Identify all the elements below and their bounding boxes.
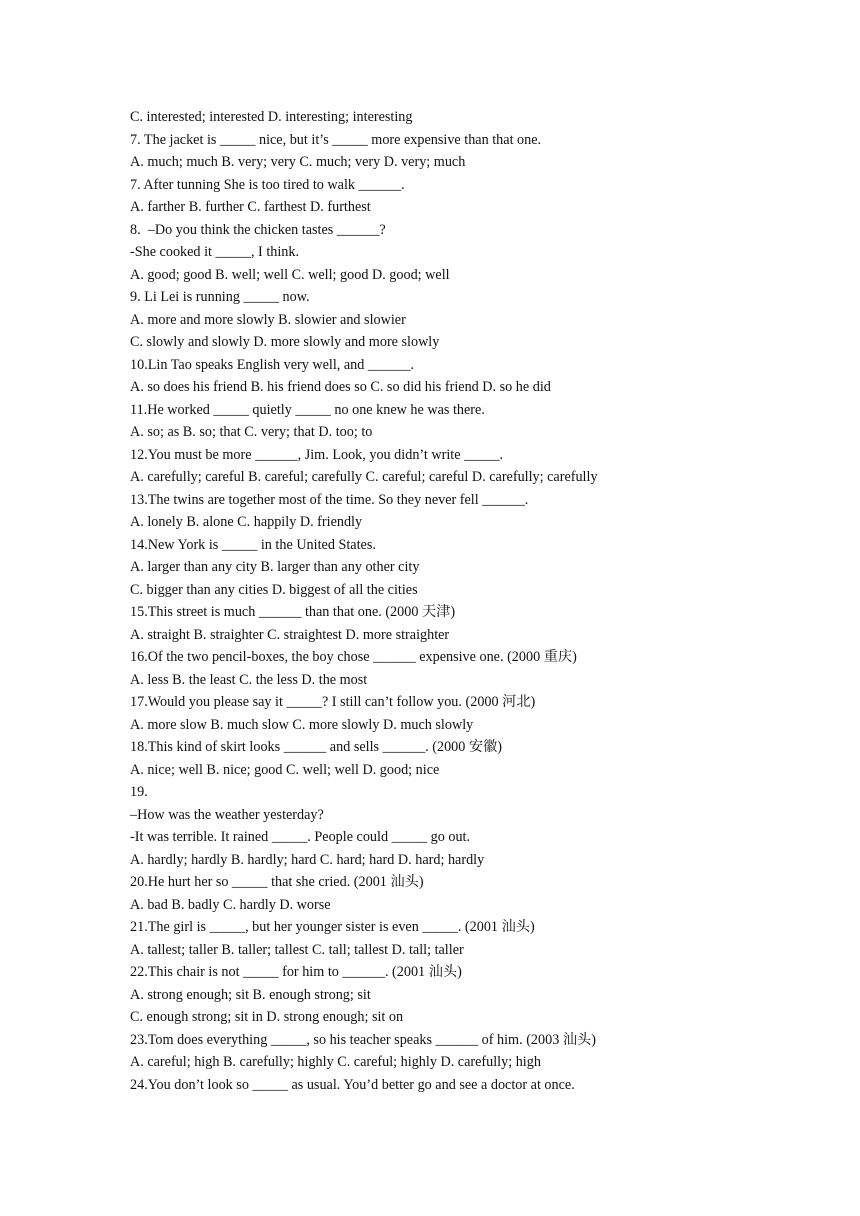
text-line: 16.Of the two pencil-boxes, the boy chose ______ expensive one. (2000 重庆) [130, 649, 577, 665]
text-line: 14.New York is _____ in the United States. [130, 536, 376, 553]
text-line: 15.This street is much ______ than that one. (2000 天津) [130, 604, 456, 620]
text-line: A. much; much B. very; very C. much; very D. very; much [130, 154, 466, 170]
text-line: A. tallest; taller B. taller; tallest C. tall; tallest D. tall; taller [130, 941, 464, 958]
text-line: –How was the weather yesterday? [130, 806, 324, 823]
text-line: A. so; as B. so; that C. very; that D. too; to [130, 424, 373, 440]
text-line: 9. Li Lei is running _____ now. [130, 289, 310, 305]
text-line: 22.This chair is not _____ for him to ______. (2001 汕头) [130, 964, 462, 980]
text-line: A. strong enough; sit B. enough strong; sit [130, 986, 371, 1003]
text-line: 20.He hurt her so _____ that she cried. (2001 汕头) [130, 874, 424, 890]
text-line: A. hardly; hardly B. hardly; hard C. hard; hard D. hard; hardly [130, 851, 485, 868]
text-line: A. bad B. badly C. hardly D. worse [130, 896, 331, 913]
text-line: C. interested; interested D. interesting; interesting [130, 109, 413, 125]
text-line: 19. [130, 784, 148, 800]
text-line: 8. –Do you think the chicken tastes ______? [130, 221, 386, 238]
text-line: A. careful; high B. carefully; highly C. careful; highly D. carefully; high [130, 1054, 541, 1070]
text-line: A. larger than any city B. larger than any other city [130, 559, 420, 575]
text-line: A. so does his friend B. his friend does so C. so did his friend D. so he did [130, 379, 551, 395]
text-line: 17.Would you please say it _____? I still can’t follow you. (2000 河北) [130, 694, 536, 710]
text-line: 21.The girl is _____, but her younger sister is even _____. (2001 汕头) [130, 919, 535, 935]
text-line: C. enough strong; sit in D. strong enough; sit on [130, 1009, 404, 1025]
text-line: 11.He worked _____ quietly _____ no one knew he was there. [130, 401, 485, 418]
text-line: A. nice; well B. nice; good C. well; well D. good; nice [130, 761, 440, 778]
text-line: 10.Lin Tao speaks English very well, and ______. [130, 356, 415, 373]
text-line: A. lonely B. alone C. happily D. friendly [130, 514, 363, 530]
text-line: -It was terrible. It rained _____. People could _____ go out. [130, 829, 471, 845]
text-line: A. carefully; careful B. careful; carefully C. careful; careful D. carefully; carefully [130, 469, 598, 485]
text-line: 24.You don’t look so _____ as usual. You’d better go and see a doctor at once. [130, 1076, 575, 1093]
text-line: 23.Tom does everything _____, so his teacher speaks ______ of him. (2003 汕头) [130, 1031, 596, 1048]
text-line: 7. After tunning She is too tired to walk ______. [130, 176, 405, 193]
document-page [130, 106, 830, 1096]
text-line: 7. The jacket is _____ nice, but it’s _____ more expensive than that one. [130, 131, 542, 148]
text-line: A. straight B. straighter C. straightest D. more straighter [130, 626, 450, 643]
text-line: C. slowly and slowly D. more slowly and more slowly [130, 334, 440, 350]
text-line: A. farther B. further C. farthest D. furthest [130, 199, 371, 215]
text-line: A. more slow B. much slow C. more slowly D. much slowly [130, 716, 474, 733]
text-line: 12.You must be more ______, Jim. Look, you didn’t write _____. [130, 446, 504, 463]
text-line: 13.The twins are together most of the time. So they never fell ______. [130, 491, 529, 508]
text-line: A. less B. the least C. the less D. the most [130, 671, 368, 688]
text-line: C. bigger than any cities D. biggest of all the cities [130, 581, 418, 598]
text-line: A. good; good B. well; well C. well; good D. good; well [130, 266, 450, 283]
text-line: -She cooked it _____, I think. [130, 244, 300, 260]
text-line: A. more and more slowly B. slowier and slowier [130, 311, 406, 328]
text-line: 18.This kind of skirt looks ______ and sells ______. (2000 安徽) [130, 739, 503, 755]
